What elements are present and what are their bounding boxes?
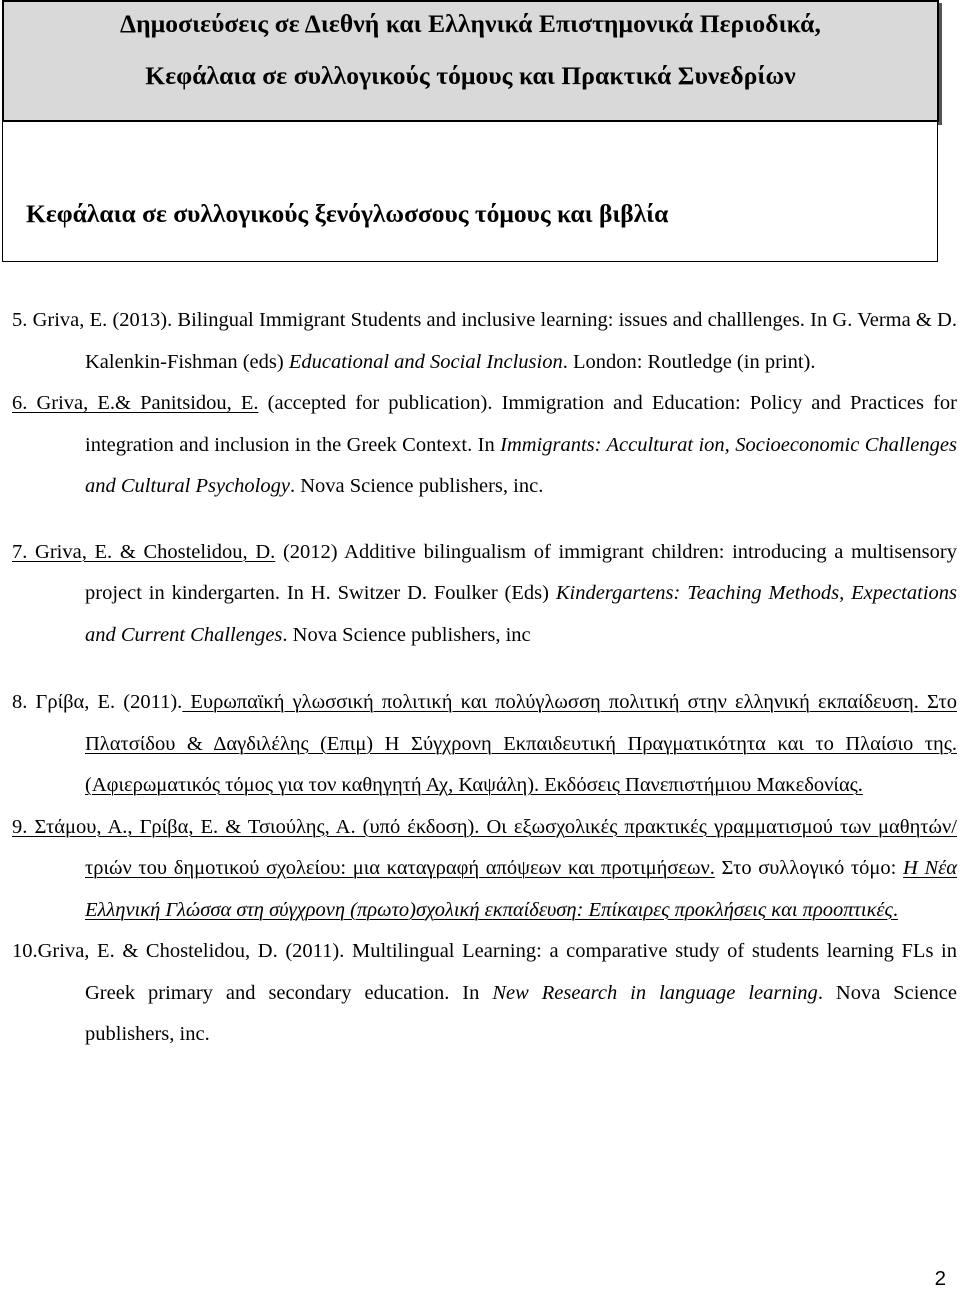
- header-title-line1: Δημοσιεύσεις σε Διεθνή και Ελληνικά Επιστημονικά Περιοδικά,: [120, 9, 821, 38]
- subsection-box: [2, 122, 938, 262]
- publication-entry-9: 9. Στάμου, Α., Γρίβα, Ε. & Τσιούλης, Α. (υπό έκδοση). Οι εξωσχολικές πρακτικές γραμματισμού των μαθητών/τριών του δημοτικού σχολείου: μια καταγραφή απόψεων και προτιμήσεων. Στο συλλογικό τόμο: Η Νέα Ελληνική Γλώσσα στη σύγχρονη (πρωτο)σχολική εκπαίδευση: Επίκαιρες προκλήσεις και προοπτικές.: [12, 815, 957, 921]
- publication-list: [12, 300, 957, 1056]
- publication-entry-8: 8. Γρίβα, Ε. (2011). Ευρωπαϊκή γλωσσική πολιτική και πολύγλωσση πολιτική στην ελληνική εκπαίδευση. Στο Πλατσίδου & Δαγδιλέλης (Επιμ) Η Σύγχρονη Εκπαιδευτική Πραγματικότητα και το Πλαίσιο της. (Αφιερωματικός τόμος για τον καθηγητή Αχ, Καψάλη). Εκδόσεις Πανεπιστήμιου Μακεδονίας.: [12, 691, 957, 796]
- publication-entry-6: 6. Griva, E.& Panitsidou, E. (accepted for publication). Immigration and Education: Policy and Practices for integration and inclusion in the Greek Context. In Immigrants: Acculturat ion, Socioeconomic Challenges and Cultural Psychology. Nova Science publishers, inc.: [12, 392, 958, 497]
- subsection-title: Κεφάλαια σε συλλογικούς ξενόγλωσσους τόμους και βιβλία: [26, 199, 669, 228]
- publication-entry-10: 10.Griva, E. & Chostelidou, D. (2011). Multilingual Learning: a comparative study of students learning FLs in Greek primary and secondary education. In New Research in language learning. Nova Science publishers, inc.: [12, 940, 957, 1045]
- publication-entry-5: 5. Griva, E. (2013). Bilingual Immigrant Students and inclusive learning: issues and challlenges. In G. Verma & D. Kalenkin-Fishman (eds) Educational and Social Inclusion. London: Routledge (in print).: [12, 309, 957, 373]
- section-header-box: [2, 0, 939, 122]
- header-title-line2: Κεφάλαια σε συλλογικούς τόμους και Πρακτικά Συνεδρίων: [145, 61, 796, 90]
- page-number: 2: [934, 1267, 946, 1290]
- publication-entry-7: 7. Griva, E. & Chostelidou, D. (2012) Additive bilingualism of immigrant children: introducing a multisensory project in kindergarten. In H. Switzer D. Foulker (Eds) Kindergartens: Teaching Methods, Expectations and Current Challenges. Nova Science publishers, inc: [12, 540, 957, 646]
